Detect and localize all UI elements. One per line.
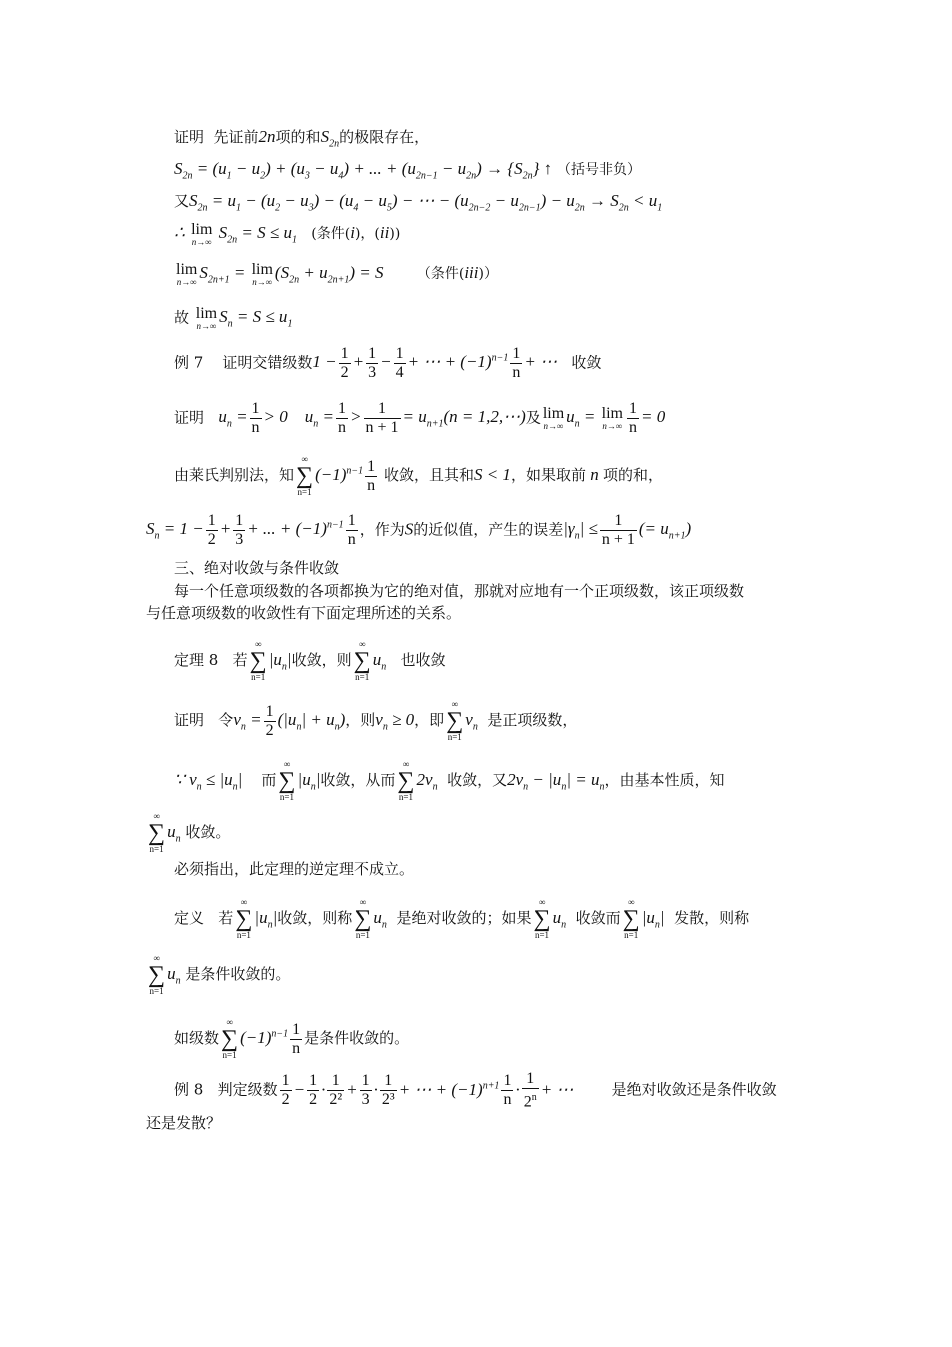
leibniz-conclusion-line: 由莱氏判别法，知 ∞ ∑ n=1 $(-1)^{n-1}$ $\frac{1}{n}$ 收敛，且其和S < 1，如果取前 n 项的和，	[174, 454, 663, 497]
example-7-proof-line: 证明 $u_n$ = $\frac{1}{n}$ > 0 $u_n$ = $\frac{1}{n}$ > $\frac{1}{n + 1}$ = $u_{n+1}(n$ = 1,2,⋯)及 lim n→∞ $u_n$ = lim n→∞ $\frac{1}{n}$ = 0	[174, 400, 666, 436]
example-7-line: 例 7 证明交错级数1 − $\frac{1}{2}$ + $\frac{1}{3}$ − $\frac{1}{4}$ + ⋯ + $(-1)^{n-1}$ $\frac{1}{n}$ + ⋯ 收敛	[174, 345, 602, 381]
s2n-bound-line: 又$S_{2n} = u_1 - (u_2 - u_3) - (u_4 - u_5)$ − ⋯ − $(u_{2n-2} - u_{2n-1}) - u_{2n} \to S_{2n} < u_1$	[174, 191, 663, 214]
paragraph-line-2: 与任意项级数的收敛性有下面定理所述的关系。	[146, 604, 462, 622]
proof-intro-line: 证明 先证前2n项的和$S_{2n}$的极限存在，	[174, 127, 430, 150]
theorem-8-proof-line: 证明 令$v_n$ = $\frac{1}{2}$ $(|u_n| + u_n)$，则$v_n \ge 0$，即 ∞ ∑ n=1 $v_n$ 是正项级数，	[174, 699, 578, 742]
limit-s2n-line: ∴ lim n→∞ $S_{2n} = S \le u_1$ (条件(i)，(ii))	[174, 221, 401, 247]
s2n-increasing-line: $S_{2n} = (u_1 - u_2) + (u_3 - u_4)$ + ... + $(u_{2n-1} - u_{2n}) \to \{S_{2n}\}$ ↑ （括号非负）	[174, 159, 641, 182]
converges-line: ∞ ∑ n=1 $u_n$ 收敛。	[148, 811, 231, 854]
theorem-8-line: 定理 8 若 ∞ ∑ n=1 $|u_n|$收敛，则 ∞ ∑ n=1 $u_n$ 也收敛	[174, 639, 446, 682]
example-8-tail: 还是发散？	[146, 1114, 222, 1132]
definition-line: 定义 若 ∞ ∑ n=1 $|u_n|$收敛，则称 ∞ ∑ n=1 $u_n$ 是绝对收敛的；如果 ∞ ∑ n=1 $u_n$ 收敛而 ∞ ∑ n=1 $|u_n|$ 发散，则称	[174, 897, 750, 940]
paragraph-line-1: 每一个任意项级数的各项都换为它的绝对值，那就对应地有一个正项级数，该正项级数	[174, 582, 745, 600]
conditional-example-line: 如级数 ∞ ∑ n=1 $(-1)^{n-1}$ $\frac{1}{n}$ 是条件收敛的。	[174, 1017, 410, 1060]
limit-sn-line: 故 lim n→∞ $S_n = S \le u_1$	[174, 305, 293, 331]
comparison-line: ∵ $v_n \le |u_n|$ 而 ∞ ∑ n=1 $|u_n|$收敛，从而 ∞ ∑ n=1 $2v_n$ 收敛，又$2v_n - |u_n| = u_n$，由基本性质，知	[174, 759, 725, 802]
limit-s2n1-line: lim n→∞ $S_{2n+1}$ = lim n→∞ $(S_{2n} + u_{2n+1}) = S$ （条件(iii)）	[176, 261, 498, 287]
example-8-line: 例 8 判定级数 $\frac{1}{2}$ − $\frac{1}{2}$ · $\frac{1}{\text{2²}}$ + $\frac{1}{3}$ · $\frac{1}{\text{2³}}$ + ⋯ + $(-1)^{n+1}$ $\frac{1}{n}$ · $\frac{1}{2^n}$ + ⋯ 是绝对收敛还是条件收敛	[174, 1070, 777, 1111]
converse-note: 必须指出，此定理的逆定理不成立。	[174, 860, 415, 878]
section-heading: 三、绝对收敛与条件收敛	[174, 559, 340, 577]
conditional-line: ∞ ∑ n=1 $u_n$ 是条件收敛的。	[148, 953, 291, 996]
approximation-error-line: $S_n = 1$ − $\frac{1}{2}$ + $\frac{1}{3}$ + ... + $(-1)^{n-1}$ $\frac{1}{n}$ ，作为S的近似值，产生的误差$|\gamma_n|$ ≤ $\frac{1}{n + 1}$ (= $u_{n+1}$)	[146, 512, 692, 548]
